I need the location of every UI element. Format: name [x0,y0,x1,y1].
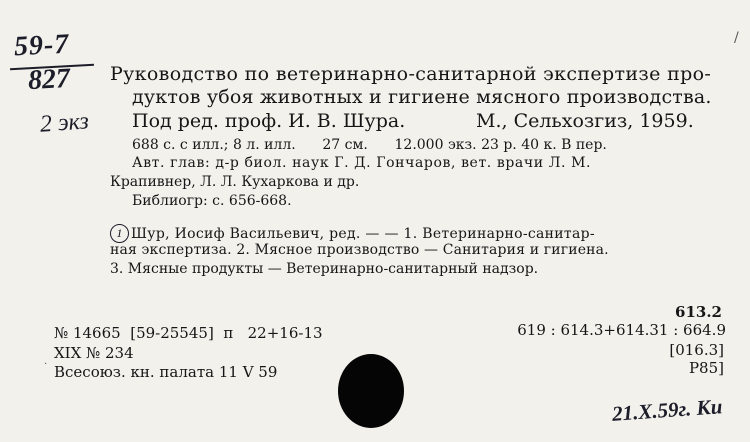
udc-bracket: [016.3] [669,341,724,359]
udc-code: P85] [688,359,724,377]
edge-mark-left: . [44,356,48,367]
copies-note: 2 экз [39,108,90,138]
udc-main: 619 : 614.3+614.31 : 664.9 [517,321,726,339]
editor-statement: Под ред. проф. И. В. Шура. [132,110,406,132]
registration-number: № 14665 [59-25545] п 22+16-13 [54,324,323,342]
imprint: М., Сельхозгиз, 1959. [476,110,694,132]
call-number-top: 59-7 [13,28,71,63]
tracing-line-2: ная экспертиза. 2. Мясное производство — Санитария и гигиена. [110,242,609,258]
tracing-line-3: 3. Мясные продукты — Ветеринарно-санитарный надзор. [110,261,539,277]
date-signature: 21.X.59г. Ки [611,394,724,426]
punch-hole [338,354,404,428]
bibliography-note: Библиогр: с. 656-668. [132,193,292,209]
series-number: XIX № 234 [54,344,134,362]
title-line-1: Руководство по ветеринарно-санитарной экспертизе про- [110,63,712,85]
book-chamber: Всесоюз. кн. палата 11 V 59 [54,363,278,381]
edge-mark-top-right: / [734,30,739,46]
authors-line-1: Авт. глав: д-р биол. наук Г. Д. Гончаров, вет. врачи Л. М. [132,155,592,171]
title-line-2: дуктов убоя животных и гигиене мясного производства. [132,86,712,108]
collation: 688 с. с илл.; 8 л. илл. 27 см. 12.000 экз. 23 р. 40 к. В пер. [132,137,607,153]
authors-line-2: Крапивнер, Л. Л. Кухаркова и др. [110,174,360,190]
tracing-text-1: Шур, Иосиф Васильевич, ред. — — 1. Ветеринарно-санитар- [131,226,595,242]
circled-one-marker: 1 [110,224,129,243]
tracing-line-1 [110,224,595,243]
udc-top: 613.2 [675,303,722,321]
call-number-bottom: 827 [27,62,71,97]
